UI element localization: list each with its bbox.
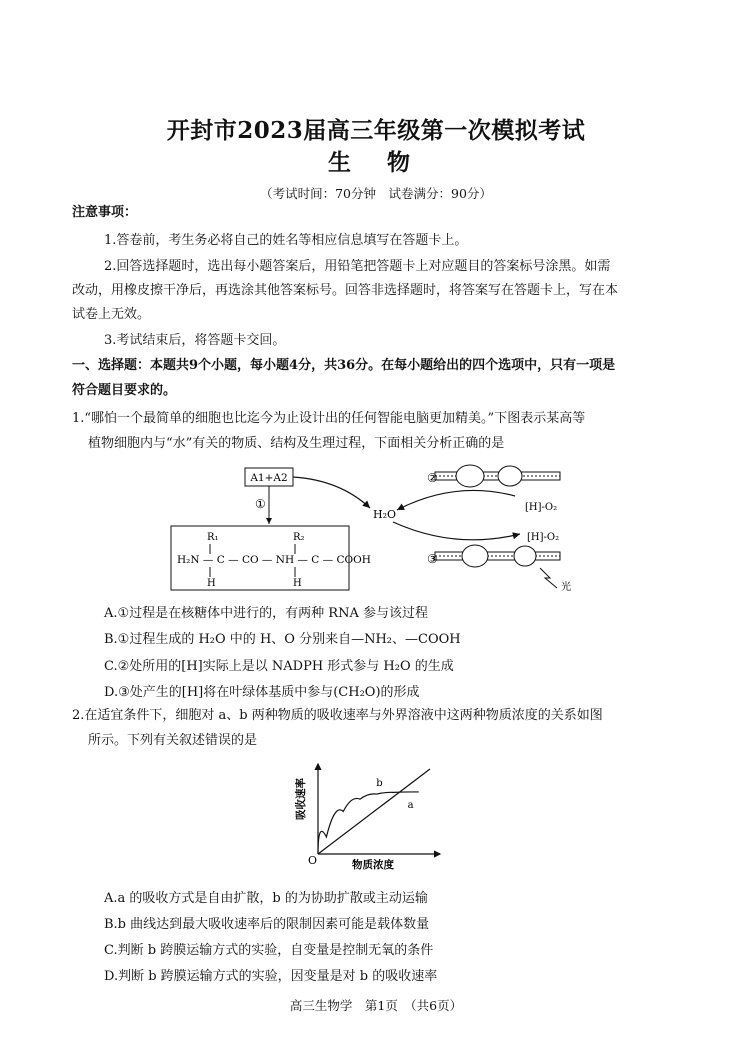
origin-label: O <box>308 854 318 867</box>
subject-title: 生 物 <box>327 149 424 176</box>
series-a-line <box>318 769 430 854</box>
q2-option-b: B.b 曲线达到最大吸收速率后的限制因素可能是载体数量 <box>104 917 430 932</box>
r2-label: R₂ <box>293 532 305 543</box>
notice-item-1: 1.答卷前，考生务必将自己的姓名等相应信息填写在答题卡上。 <box>104 233 468 248</box>
mid-right-label: [H]-O₂ <box>527 532 560 543</box>
arrow-consume-water <box>397 490 515 510</box>
circle-2-label: ② <box>427 471 438 485</box>
dipeptide-formula: H₂N — C — CO — NH — C — COOH <box>177 554 371 566</box>
series-b-line <box>318 792 419 854</box>
water-label: H₂O <box>373 508 397 521</box>
q1-option-b: B.①过程生成的 H₂O 中的 H、O 分别来自—NH₂、—COOH <box>104 632 461 647</box>
circle-1-label: ① <box>255 497 266 511</box>
r1-label: R₁ <box>207 532 219 543</box>
x-axis-label: 物质浓度 <box>352 859 394 871</box>
series-b-label: b <box>376 778 383 789</box>
q2-option-d: D.判断 b 跨膜运输方式的实验，因变量是对 b 的吸收速率 <box>104 969 438 984</box>
notice-heading: 注意事项： <box>72 205 138 220</box>
notice-item-2-line-3: 试卷上无效。 <box>72 307 151 322</box>
light-label: 光 <box>561 582 571 593</box>
q2-option-c: C.判断 b 跨膜运输方式的实验，自变量是控制无氧的条件 <box>104 943 434 958</box>
section-heading-line-2: 符合题目要求的。 <box>72 383 177 398</box>
q2-option-a: A.a 的吸收方式是自由扩散，b 的为协助扩散或主动运输 <box>104 891 428 906</box>
top-right-label: [H]-O₂ <box>525 502 558 513</box>
membrane-top <box>435 465 560 487</box>
h-left-label: H <box>207 578 216 589</box>
q1-stem-line-2: 植物细胞内与“水”有关的物质、结构及生理过程，下面相关分析正确的是 <box>88 436 505 451</box>
exam-info: （考试时间：70分钟 试卷满分：90分） <box>260 186 492 201</box>
arrow-to-water <box>293 477 370 508</box>
q1-option-c: C.②处所用的[H]实际上是以 NADPH 形式参与 H₂O 的生成 <box>104 659 454 674</box>
membrane-bottom <box>435 545 560 567</box>
q2-chart <box>290 758 450 873</box>
q2-stem-line-1: 2.在适宜条件下，细胞对 a、b 两种物质的吸收速率与外界溶液中这两种物质浓度的关系如图 <box>72 708 603 723</box>
q1-stem-line-1: 1.“哪怕一个最简单的细胞也比迄今为止设计出的任何智能电脑更加精美。”下图表示某高等 <box>72 411 586 426</box>
q1-option-d: D.③处产生的[H]将在叶绿体基质中参与(CH₂O)的形成 <box>104 685 420 700</box>
section-heading-line-1: 一、选择题：本题共9个小题，每小题4分，共36分。在每小题给出的四个选项中，只有一项是 <box>72 358 616 373</box>
page-footer: 高三生物学 第1页 （共6页） <box>289 998 463 1013</box>
y-axis-label: 吸收速率 <box>295 778 307 820</box>
arrow-split-water <box>393 522 520 540</box>
light-arrow <box>540 568 557 588</box>
exam-title: 开封市2023届高三年级第一次模拟考试 <box>166 117 586 144</box>
notice-item-2-line-1: 2.回答选择题时，选出每小题答案后，用铅笔把答题卡上对应题目的答案标号涂黑。如需 <box>104 259 611 274</box>
q1-figure <box>165 460 595 595</box>
notice-item-2-line-2: 改动，用橡皮擦干净后，再选涂其他答案标号。回答非选择题时，将答案写在答题卡上，写在本 <box>72 283 619 298</box>
notice-item-3: 3.考试结束后，将答题卡交回。 <box>104 333 286 348</box>
h-right-label: H <box>293 578 302 589</box>
q2-stem-line-2: 所示。下列有关叙述错误的是 <box>88 733 258 748</box>
q1-option-a: A.①过程是在核糖体中进行的，有两种 RNA 参与该过程 <box>104 606 428 621</box>
box-label: A1+A2 <box>250 472 288 484</box>
series-a-label: a <box>407 800 414 812</box>
circle-3-label: ③ <box>427 552 438 566</box>
